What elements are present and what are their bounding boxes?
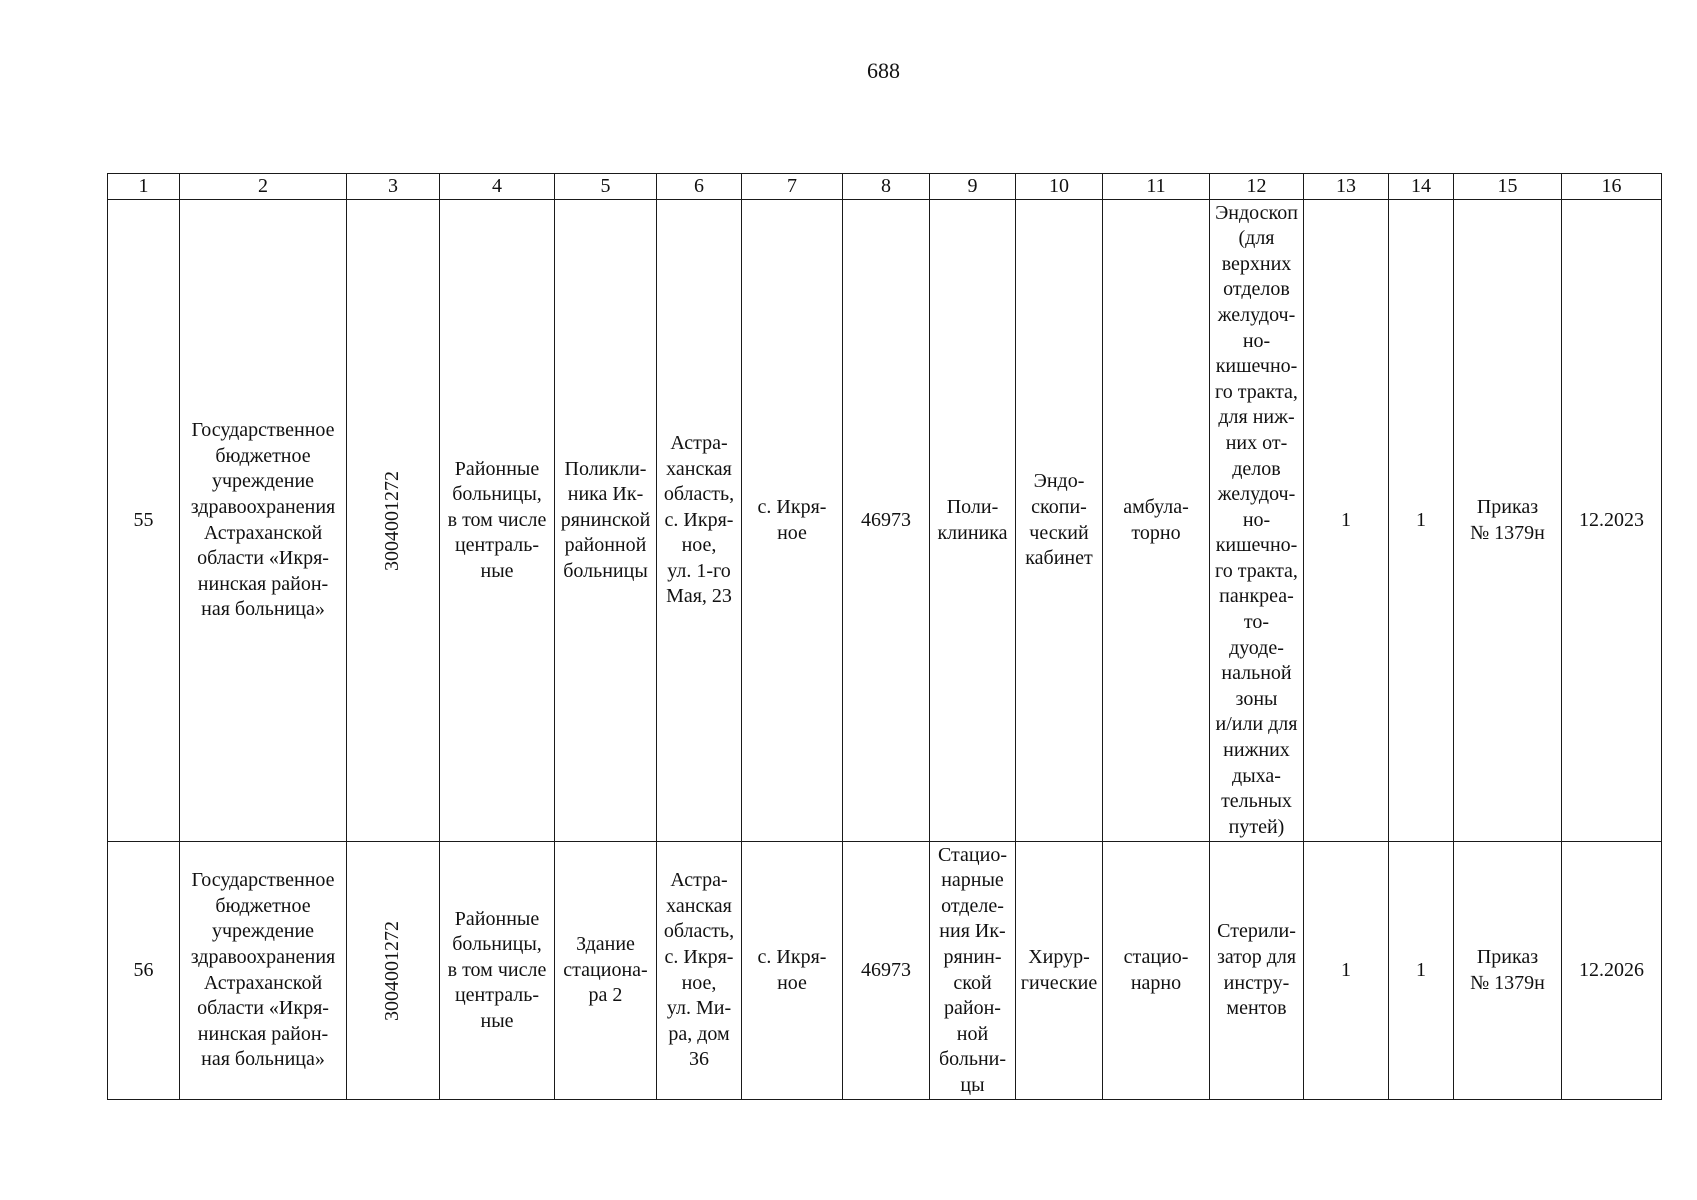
organization-name-cell: Государственное бюджетное учреждение здравоохранения Астраханской области «Икря- нинская район- ная больница» bbox=[180, 842, 347, 1100]
equipment-cell: Эндоскоп (для верхних отделов желудоч- но- кишечно- го тракта, для ниж- них от- делов желудоч- но- кишечно- го тракта, панкреа- то- дуоде- нальной зоны и/или для нижних дыха- тельных путей) bbox=[1210, 200, 1304, 842]
column-number: 7 bbox=[742, 174, 843, 200]
code-cell: 46973 bbox=[843, 842, 930, 1100]
column-number: 13 bbox=[1304, 174, 1389, 200]
code-cell: 46973 bbox=[843, 200, 930, 842]
column-number: 14 bbox=[1389, 174, 1454, 200]
column-number: 2 bbox=[180, 174, 347, 200]
column-number: 5 bbox=[555, 174, 657, 200]
date-cell: 12.2026 bbox=[1562, 842, 1662, 1100]
column-number: 16 bbox=[1562, 174, 1662, 200]
department-cell: Эндо- скопи- ческий кабинет bbox=[1016, 200, 1103, 842]
subdivision-cell: Поли- клиника bbox=[930, 200, 1016, 842]
care-conditions-cell: амбула- торно bbox=[1103, 200, 1210, 842]
order-cell: Приказ № 1379н bbox=[1454, 200, 1562, 842]
column-number: 10 bbox=[1016, 174, 1103, 200]
organization-type-cell: Районные больницы, в том числе централь- ные bbox=[440, 200, 555, 842]
locality-cell: с. Икря- ное bbox=[742, 200, 843, 842]
subdivision-cell: Стацио- нарные отделе- ния Ик- рянин- ской район- ной больни- цы bbox=[930, 842, 1016, 1100]
date-cell: 12.2023 bbox=[1562, 200, 1662, 842]
order-cell: Приказ № 1379н bbox=[1454, 842, 1562, 1100]
table-row bbox=[108, 200, 1662, 842]
building-cell: Здание стациона- ра 2 bbox=[555, 842, 657, 1100]
row-number-cell: 55 bbox=[108, 200, 180, 842]
column-number: 9 bbox=[930, 174, 1016, 200]
building-cell: Поликли- ника Ик- рянинской районной больницы bbox=[555, 200, 657, 842]
department-cell: Хирур- гические bbox=[1016, 842, 1103, 1100]
column-number: 3 bbox=[347, 174, 440, 200]
column-numbers-row bbox=[108, 174, 1662, 200]
inn-cell bbox=[347, 842, 440, 1100]
column-number: 11 bbox=[1103, 174, 1210, 200]
locality-cell: с. Икря- ное bbox=[742, 842, 843, 1100]
quantity-cell: 1 bbox=[1304, 842, 1389, 1100]
inn-cell bbox=[347, 200, 440, 842]
inn-value: 3004001272 bbox=[381, 920, 404, 1021]
organization-type-cell: Районные больницы, в том числе централь- ные bbox=[440, 842, 555, 1100]
column-number: 12 bbox=[1210, 174, 1304, 200]
table-row bbox=[108, 842, 1662, 1100]
quantity-cell: 1 bbox=[1304, 200, 1389, 842]
equipment-cell: Стерили- затор для инстру- ментов bbox=[1210, 842, 1304, 1100]
register-table bbox=[107, 173, 1662, 1100]
address-cell: Астра- ханская область, с. Икря- ное, ул. 1-го Мая, 23 bbox=[657, 200, 742, 842]
column-number: 6 bbox=[657, 174, 742, 200]
care-conditions-cell: стацио- нарно bbox=[1103, 842, 1210, 1100]
address-cell: Астра- ханская область, с. Икря- ное, ул. Ми- ра, дом 36 bbox=[657, 842, 742, 1100]
column-number: 15 bbox=[1454, 174, 1562, 200]
page-number: 688 bbox=[867, 58, 900, 83]
column-number: 1 bbox=[108, 174, 180, 200]
quantity-cell: 1 bbox=[1389, 842, 1454, 1100]
inn-value: 3004001272 bbox=[381, 470, 404, 571]
column-number: 4 bbox=[440, 174, 555, 200]
organization-name-cell: Государственное бюджетное учреждение здравоохранения Астраханской области «Икря- нинская район- ная больница» bbox=[180, 200, 347, 842]
column-number: 8 bbox=[843, 174, 930, 200]
quantity-cell: 1 bbox=[1389, 200, 1454, 842]
row-number-cell: 56 bbox=[108, 842, 180, 1100]
